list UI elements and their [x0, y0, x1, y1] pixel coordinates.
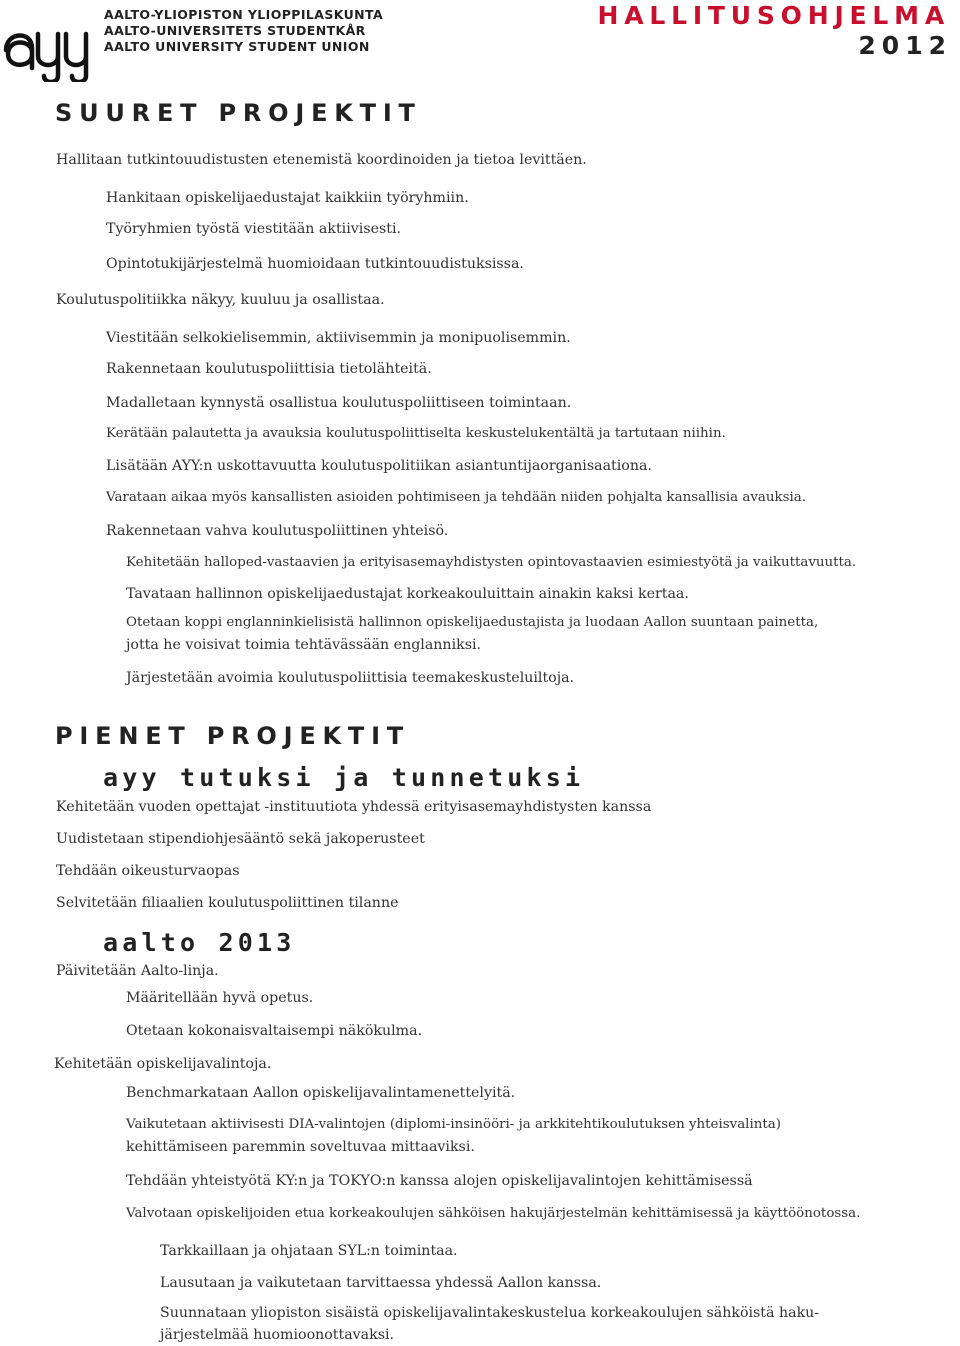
list-item: Kerätään palautetta ja avauksia koulutuspoliittiselta keskustelukentältä ja tartutaan niihin. [106, 426, 726, 441]
list-item: jotta he voisivat toimia tehtävässään englanniksi. [126, 637, 482, 653]
org-name-fi: AALTO-YLIOPISTON YLIOPPILASKUNTA [104, 7, 384, 22]
list-item: Lisätään AYY:n uskottavuutta koulutuspolitiikan asiantuntijaorganisaationa. [106, 458, 652, 474]
section-heading-pienet: PIENET PROJEKTIT [55, 722, 410, 750]
document-year: 2012 [858, 31, 952, 60]
list-item: Lausutaan ja vaikutetaan tarvittaessa yhdessä Aallon kanssa. [160, 1275, 602, 1291]
subsection-heading-tutukset: ayy tutuksi ja tunnetuksi [103, 763, 585, 792]
list-item: Järjestetään avoimia koulutuspoliittisia teemakeskusteluiltoja. [126, 670, 575, 686]
subsection-heading-aalto: aalto 2013 [103, 928, 296, 957]
list-item: Tehdään yhteistyötä KY:n ja TOKYO:n kanssa alojen opiskelijavalintojen kehittämisessä [126, 1173, 753, 1189]
list-item: Hankitaan opiskelijaedustajat kaikkiin työryhmiin. [106, 190, 469, 206]
list-item: Päivitetään Aalto-linja. [56, 963, 219, 979]
list-item: Uudistetaan stipendiohjesääntö sekä jakoperusteet [56, 831, 425, 847]
document-title: HALLITUSOHJELMA [597, 1, 950, 30]
list-item: Benchmarkataan Aallon opiskelijavalintamenettelyitä. [126, 1085, 516, 1101]
list-item: Kehitetään opiskelijavalintoja. [54, 1056, 272, 1072]
list-item: kehittämiseen paremmin soveltuvaa mittaaviksi. [126, 1139, 475, 1155]
list-item: järjestelmää huomioonottavaksi. [160, 1327, 395, 1343]
list-item: Tavataan hallinnon opiskelijaedustajat korkeakouluittain ainakin kaksi kertaa. [126, 586, 689, 602]
list-item: Varataan aikaa myös kansallisten asioiden pohtimiseen ja tehdään niiden pohjalta kansallisia avauksia. [106, 490, 807, 505]
list-item: Suunnataan yliopiston sisäistä opiskelijavalintakeskustelua korkeakoulujen sähköistä haku- [160, 1305, 820, 1321]
list-item: Hallitaan tutkintouudistusten etenemistä koordinoiden ja tietoa levittäen. [56, 152, 587, 168]
ayy-logo-icon [2, 4, 96, 82]
list-item: Koulutuspolitiikka näkyy, kuuluu ja osallistaa. [56, 292, 385, 308]
list-item: Rakennetaan koulutuspoliittisia tietolähteitä. [106, 361, 432, 377]
list-item: Madalletaan kynnystä osallistua koulutuspoliittiseen toimintaan. [106, 395, 572, 411]
list-item: Työryhmien työstä viestitään aktiivisesti. [106, 221, 402, 237]
list-item: Vaikutetaan aktiivisesti DIA-valintojen (diplomi-insinööri- ja arkkitehtikoulutuksen yhteisvalinta) [126, 1117, 781, 1132]
list-item: Otetaan koppi englanninkielisistä hallinnon opiskelijaedustajista ja luodaan Aallon suuntaan painetta, [126, 615, 819, 630]
list-item: Valvotaan opiskelijoiden etua korkeakoulujen sähköisen hakujärjestelmän kehittämisessä ja käyttöönotossa. [126, 1206, 861, 1221]
list-item: Tarkkaillaan ja ohjataan SYL:n toimintaa. [160, 1243, 458, 1259]
list-item: Määritellään hyvä opetus. [126, 990, 314, 1006]
list-item: Kehitetään vuoden opettajat -instituutiota yhdessä erityisasemayhdistysten kanssa [56, 799, 652, 815]
list-item: Tehdään oikeusturvaopas [56, 863, 240, 879]
org-name-sv: AALTO-UNIVERSITETS STUDENTKÅR [104, 23, 366, 38]
list-item: Otetaan kokonaisvaltaisempi näkökulma. [126, 1023, 423, 1039]
list-item: Opintotukijärjestelmä huomioidaan tutkintouudistuksissa. [106, 256, 524, 272]
list-item: Kehitetään halloped-vastaavien ja erityisasemayhdistysten opintovastaavien esimiestyötä ja vaikuttavuutta. [126, 555, 857, 570]
org-name-en: AALTO UNIVERSITY STUDENT UNION [104, 39, 370, 54]
list-item: Rakennetaan vahva koulutuspoliittinen yhteisö. [106, 523, 449, 539]
list-item: Selvitetään filiaalien koulutuspoliittinen tilanne [56, 895, 399, 911]
list-item: Viestitään selkokielisemmin, aktiivisemmin ja monipuolisemmin. [106, 330, 571, 346]
section-heading-suuret: SUURET PROJEKTIT [55, 99, 422, 127]
